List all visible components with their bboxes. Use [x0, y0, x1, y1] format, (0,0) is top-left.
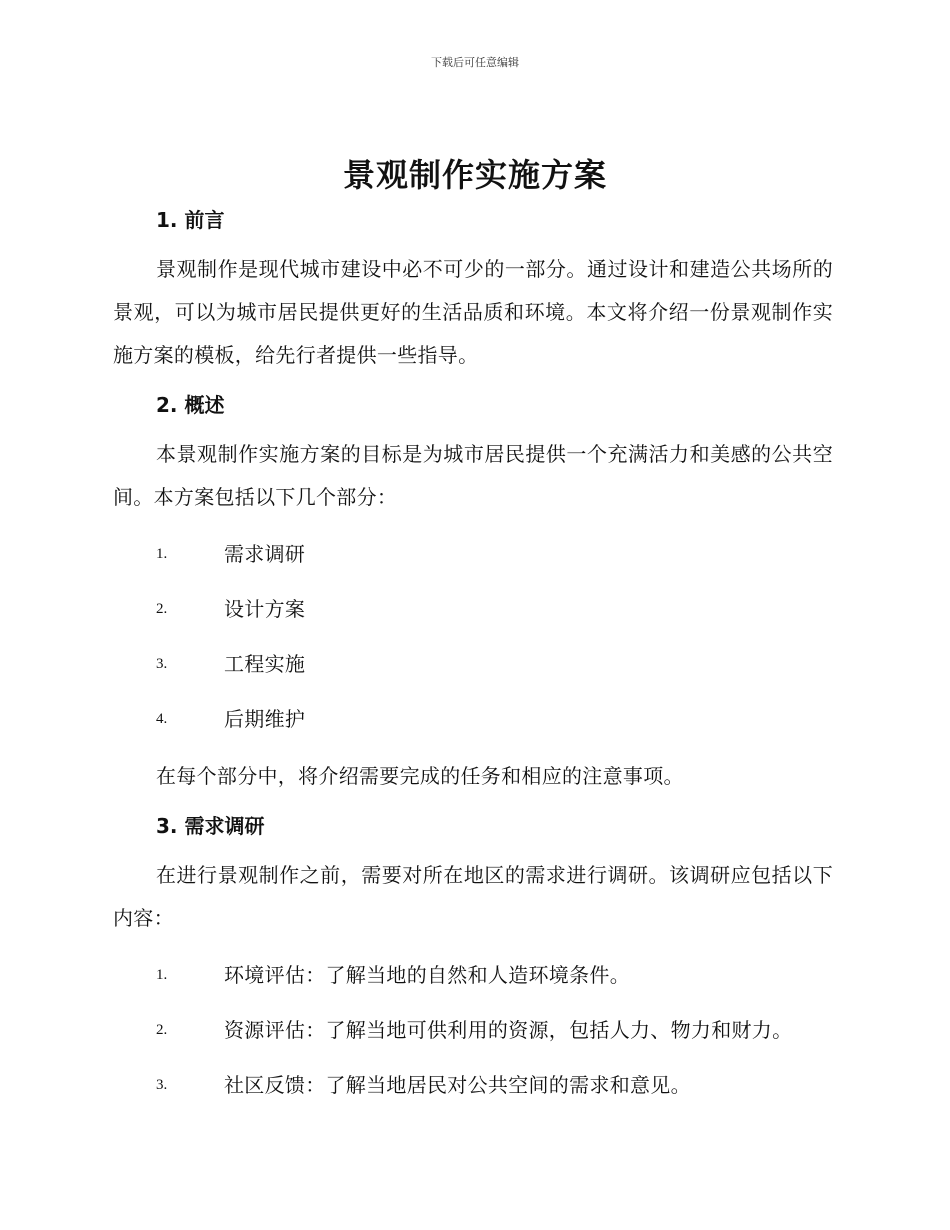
list-item-number: 4. — [156, 711, 168, 727]
list-item — [113, 692, 833, 747]
list-item-number: 3. — [156, 656, 168, 672]
section-paragraph-needs-research: 在进行景观制作之前，需要对所在地区的需求进行调研。该调研应包括以下内容： — [113, 863, 833, 930]
list-item-text: 资源评估：了解当地可供利用的资源，包括人力、物力和财力。 — [224, 1018, 793, 1042]
overview-list — [113, 527, 833, 747]
list-item-text: 需求调研 — [224, 542, 306, 566]
list-item-text: 工程实施 — [224, 652, 306, 676]
list-item-text: 设计方案 — [224, 597, 306, 621]
list-item-number: 1. — [156, 967, 168, 983]
list-item-number: 2. — [156, 1022, 168, 1038]
section-heading-needs-research: 3. 需求调研 — [156, 814, 265, 838]
list-item-number: 2. — [156, 601, 168, 617]
list-item — [113, 527, 833, 582]
list-item-number: 3. — [156, 1077, 168, 1093]
list-item — [113, 637, 833, 692]
page-header-note: 下载后可任意编辑 — [431, 56, 519, 69]
section-paragraph-overview: 本景观制作实施方案的目标是为城市居民提供一个充满活力和美感的公共空间。本方案包括以下几个部分： — [113, 442, 833, 509]
list-item — [113, 1003, 833, 1058]
needs-research-list — [113, 948, 833, 1113]
list-item — [113, 948, 833, 1003]
list-item-number: 1. — [156, 546, 168, 562]
overview-closing-paragraph: 在每个部分中，将介绍需要完成的任务和相应的注意事项。 — [156, 764, 684, 788]
list-item-text: 后期维护 — [224, 707, 306, 731]
list-item — [113, 1058, 833, 1113]
list-item-text: 社区反馈：了解当地居民对公共空间的需求和意见。 — [224, 1073, 691, 1097]
list-item-text: 环境评估：了解当地的自然和人造环境条件。 — [224, 963, 630, 987]
document-body — [113, 200, 833, 1113]
document-title: 景观制作实施方案 — [342, 156, 607, 194]
section-heading-overview: 2. 概述 — [156, 393, 225, 417]
section-paragraph-preface: 景观制作是现代城市建设中必不可少的一部分。通过设计和建造公共场所的景观，可以为城市居民提供更好的生活品质和环境。本文将介绍一份景观制作实施方案的模板，给先行者提供一些指导。 — [113, 257, 833, 367]
list-item — [113, 582, 833, 637]
section-heading-preface: 1. 前言 — [156, 208, 225, 232]
